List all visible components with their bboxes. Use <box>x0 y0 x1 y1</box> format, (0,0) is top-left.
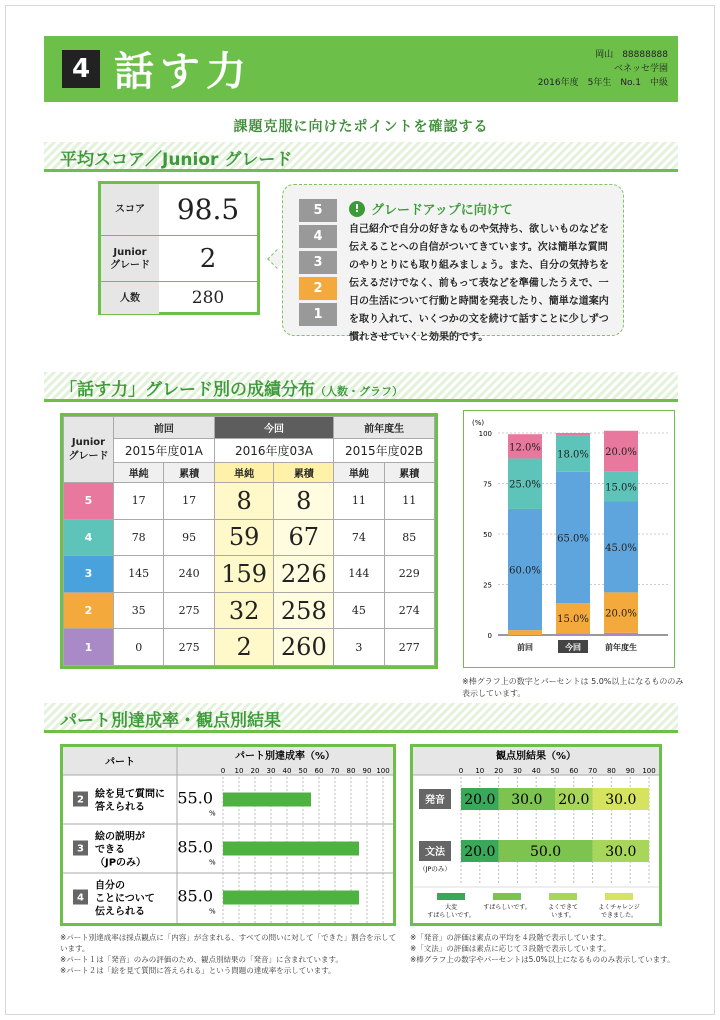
view-segment-value: 50.0 <box>530 844 562 860</box>
value-cell: 8 <box>274 483 334 520</box>
value-cell: 59 <box>214 519 274 556</box>
x-tick-label: 90 <box>625 767 635 775</box>
advice-title: グレードアップに向けて <box>371 203 513 218</box>
value-cell: 8 <box>214 483 274 520</box>
part-col-header: パート <box>105 757 135 768</box>
x-tick-label: 20 <box>250 767 260 775</box>
col-single: 単純 <box>334 463 384 483</box>
category-label: 今回 <box>565 643 581 652</box>
grade-step-1: 1 <box>299 303 337 326</box>
legend-label: すばらしいです。 <box>427 912 475 919</box>
grade-header: Junior グレード <box>64 417 114 483</box>
x-tick-label: 90 <box>362 767 372 775</box>
advice-heading <box>349 199 513 218</box>
value-cell: 145 <box>114 556 164 593</box>
view-sublabel: （JPのみ） <box>419 865 451 873</box>
x-tick-label: 100 <box>376 767 390 775</box>
col-cumulative: 累積 <box>274 463 334 483</box>
legend-swatch <box>437 893 465 900</box>
value-cell: 11 <box>334 483 384 520</box>
rate-value: 85.0 <box>177 837 213 857</box>
data-label: 25.0% <box>509 479 541 491</box>
chart-svg <box>464 411 674 667</box>
view-segment-value: 30.0 <box>605 844 637 860</box>
x-tick-label: 70 <box>330 767 340 775</box>
rate-value: 55.0 <box>177 788 213 808</box>
value-cell: 32 <box>214 592 274 629</box>
score-table <box>98 181 260 315</box>
y-tick-label: 50 <box>483 531 492 539</box>
legend-swatch <box>549 893 577 900</box>
view-segment-value: 20.0 <box>464 792 496 808</box>
section-title-score: 平均スコア／Junior グレード <box>60 150 293 170</box>
x-tick-label: 0 <box>458 767 464 775</box>
period-header-lastyear: 前年度生 <box>334 417 435 439</box>
table-row <box>64 556 435 593</box>
part-number: 2 <box>77 794 84 806</box>
grade-value: 2 <box>199 243 217 274</box>
grade-cell: 1 <box>64 629 114 666</box>
value-cell: 260 <box>274 629 334 666</box>
part-number: 3 <box>77 843 84 855</box>
section-title-distribution: 「話す力」グレード別の成績分布（人数・グラフ） <box>60 380 403 400</box>
value-cell: 275 <box>164 592 214 629</box>
x-tick-label: 40 <box>282 767 292 775</box>
grade-label: Junior グレード <box>101 236 159 281</box>
value-cell: 229 <box>384 556 434 593</box>
category-label: 前年度生 <box>605 643 637 652</box>
grade-step-3: 3 <box>299 251 337 274</box>
score-value: 98.5 <box>176 193 240 226</box>
chart-note: ※棒グラフ上の数字とパーセントは 5.0%以上になるもののみ 表示しています。 <box>462 677 684 698</box>
grade-step-2-current: 2 <box>299 277 337 300</box>
part-label: 伝えられる <box>95 906 145 918</box>
rate-unit: % <box>209 809 216 818</box>
footnote-left: ※パート別達成率は採点観点に「内容」が含まれる、すべての問いに対して「できた」割合を示しています。 ※パート１は「発音」のみの評価のため、観点別結果の「発音」に含まれています。 ※パート２は「絵を見て質問に答えられる」という問題の達成率を示しています。 <box>60 933 397 975</box>
rate-unit: % <box>209 907 216 916</box>
value-cell: 85 <box>384 519 434 556</box>
legend-label: よくできて <box>547 904 579 911</box>
value-cell: 226 <box>274 556 334 593</box>
part-label: できる <box>95 844 125 856</box>
value-cell: 17 <box>164 483 214 520</box>
page <box>5 5 715 1015</box>
category-label: 前回 <box>517 643 533 652</box>
legend-label: います。 <box>551 912 575 919</box>
page-title: 話す力 <box>114 49 252 95</box>
legend-label: すばらしいです。 <box>483 904 531 911</box>
y-axis-unit: (%) <box>472 419 485 427</box>
value-cell: 35 <box>114 592 164 629</box>
legend-swatch <box>493 893 521 900</box>
x-tick-label: 70 <box>588 767 598 775</box>
rate-col-header: パート別達成率（%） <box>234 751 336 762</box>
value-cell: 2 <box>214 629 274 666</box>
section-heading-distribution <box>44 372 678 402</box>
period-header-prev: 前回 <box>114 417 215 439</box>
part-label: ことについて <box>95 893 155 905</box>
footnote-right: ※「発音」の評価は素点の平均を４段階で表示しています。 ※「文法」の評価は素点に応じて３段階で表示しています。 ※棒グラフ上の数字やパーセントは5.0%以上になるもののみ表示しています。 <box>410 933 675 964</box>
view-label: 発音 <box>425 795 445 806</box>
class-lastyear: 2015年度02B <box>334 439 435 463</box>
value-cell: 277 <box>384 629 434 666</box>
bar-segment <box>556 633 590 635</box>
class-now: 2016年度03A <box>214 439 333 463</box>
view-segment-value: 20.0 <box>558 792 590 808</box>
y-tick-label: 75 <box>483 480 492 489</box>
table-row <box>64 629 435 666</box>
viewpoint-chart-svg <box>413 747 659 923</box>
bar-segment <box>556 433 590 435</box>
exclamation-icon: ! <box>349 201 365 217</box>
legend-label: よくチャレンジ <box>598 904 640 911</box>
viewpoint-result-table <box>410 744 662 926</box>
rate-bar <box>223 842 359 856</box>
section-number: 4 <box>62 50 100 88</box>
data-label: 15.0% <box>605 482 637 494</box>
part-achievement-table <box>60 744 396 926</box>
col-single: 単純 <box>114 463 164 483</box>
x-tick-label: 100 <box>642 767 656 775</box>
grade-cell: 4 <box>64 519 114 556</box>
data-label: 20.0% <box>605 608 637 620</box>
data-label: 15.0% <box>557 614 589 626</box>
value-cell: 0 <box>114 629 164 666</box>
x-tick-label: 80 <box>606 767 616 775</box>
view-segment-value: 30.0 <box>511 792 543 808</box>
count-label: 人数 <box>101 282 159 314</box>
header-info <box>538 48 668 90</box>
value-cell: 240 <box>164 556 214 593</box>
advice-text: 自己紹介で自分の好きなものや気持ち、欲しいものなどを伝えることへの自信がついてきています。次は簡単な質問のやりとりにも取り組みましょう。また、自分の気持ちを伝えるだけでなく、前もって表などを準備したうえで、一日の生活について行動と時間を発表したり、簡単な道案内を取り入れて、いくつかの文を続けて話すことに少しずつ慣れさせていくと効果的です。 <box>349 224 609 343</box>
test-info: 2016年度 5年生 No.1 中級 <box>537 78 668 88</box>
col-single: 単純 <box>214 463 274 483</box>
rate-unit: % <box>209 858 216 867</box>
x-tick-label: 50 <box>298 767 308 775</box>
y-tick-label: 0 <box>487 632 492 640</box>
part-label: 自分の <box>95 880 125 892</box>
part-chart-svg <box>63 747 393 923</box>
bar-segment <box>604 633 638 635</box>
value-cell: 67 <box>274 519 334 556</box>
x-tick-label: 50 <box>550 767 560 775</box>
view-header: 観点別結果（%） <box>495 751 577 762</box>
section-title-distribution-note: （人数・グラフ） <box>315 385 403 398</box>
value-cell: 159 <box>214 556 274 593</box>
data-label: 12.0% <box>509 442 541 454</box>
school-name: ベネッセ学園 <box>613 64 668 74</box>
table-row <box>64 519 435 556</box>
subtitle: 課題克服に向けたポイントを確認する <box>233 119 489 135</box>
view-label: 文法 <box>425 847 445 858</box>
value-cell: 45 <box>334 592 384 629</box>
value-cell: 144 <box>334 556 384 593</box>
y-tick-label: 100 <box>478 430 492 438</box>
grade-step-4: 4 <box>299 225 337 248</box>
x-tick-label: 60 <box>314 767 324 775</box>
x-tick-label: 10 <box>234 767 244 775</box>
grade-cell: 3 <box>64 556 114 593</box>
value-cell: 274 <box>384 592 434 629</box>
part-label: 答えられる <box>95 802 145 813</box>
part-number: 4 <box>77 892 84 904</box>
score-label: スコア <box>101 184 159 235</box>
part-label: 絵を見て質問に <box>95 789 165 800</box>
x-tick-label: 30 <box>512 767 522 775</box>
class-prev: 2015年度01A <box>114 439 215 463</box>
count-value: 280 <box>191 288 225 308</box>
rate-bar <box>223 793 311 807</box>
rate-bar <box>223 891 359 905</box>
view-segment-value: 30.0 <box>605 792 637 808</box>
value-cell: 95 <box>164 519 214 556</box>
data-label: 65.0% <box>557 533 589 545</box>
data-label: 60.0% <box>509 565 541 577</box>
section-heading-score <box>44 142 678 172</box>
grade-step-5: 5 <box>299 199 337 222</box>
legend-label: できました。 <box>600 912 638 919</box>
x-tick-label: 40 <box>531 767 541 775</box>
table-row <box>64 483 435 520</box>
section-heading-part <box>44 703 678 733</box>
x-tick-label: 60 <box>569 767 579 775</box>
col-cumulative: 累積 <box>164 463 214 483</box>
school-code: 岡山 88888888 <box>595 50 668 60</box>
data-label: 18.0% <box>557 449 589 461</box>
value-cell: 11 <box>384 483 434 520</box>
col-cumulative: 累積 <box>384 463 434 483</box>
x-tick-label: 20 <box>494 767 504 775</box>
x-tick-label: 30 <box>266 767 276 775</box>
advice-callout <box>282 184 624 343</box>
grade-cell: 5 <box>64 483 114 520</box>
x-tick-label: 0 <box>220 767 226 775</box>
table-row <box>64 592 435 629</box>
data-label: 45.0% <box>605 542 637 554</box>
value-cell: 17 <box>114 483 164 520</box>
x-tick-label: 80 <box>346 767 356 775</box>
value-cell: 78 <box>114 519 164 556</box>
grade-row <box>101 236 257 282</box>
part-label: （JPのみ） <box>95 857 147 869</box>
score-row <box>101 184 257 236</box>
legend-swatch <box>605 893 633 900</box>
value-cell: 3 <box>334 629 384 666</box>
distribution-table <box>60 413 438 669</box>
x-tick-label: 10 <box>475 767 485 775</box>
part-label: 絵の説明が <box>95 831 145 843</box>
bar-segment <box>508 630 542 635</box>
y-tick-label: 25 <box>483 581 492 590</box>
grade-cell: 2 <box>64 592 114 629</box>
header-bar <box>44 36 678 102</box>
value-cell: 258 <box>274 592 334 629</box>
data-label: 20.0% <box>605 446 637 458</box>
value-cell: 275 <box>164 629 214 666</box>
grade-distribution-chart <box>463 410 675 668</box>
value-cell: 74 <box>334 519 384 556</box>
rate-value: 85.0 <box>177 886 213 906</box>
section-title-part: パート別達成率・観点別結果 <box>60 711 281 731</box>
legend-label: 大変 <box>444 904 458 911</box>
count-row <box>101 282 257 314</box>
view-segment-value: 20.0 <box>464 844 496 860</box>
period-header-now: 今回 <box>214 417 333 439</box>
